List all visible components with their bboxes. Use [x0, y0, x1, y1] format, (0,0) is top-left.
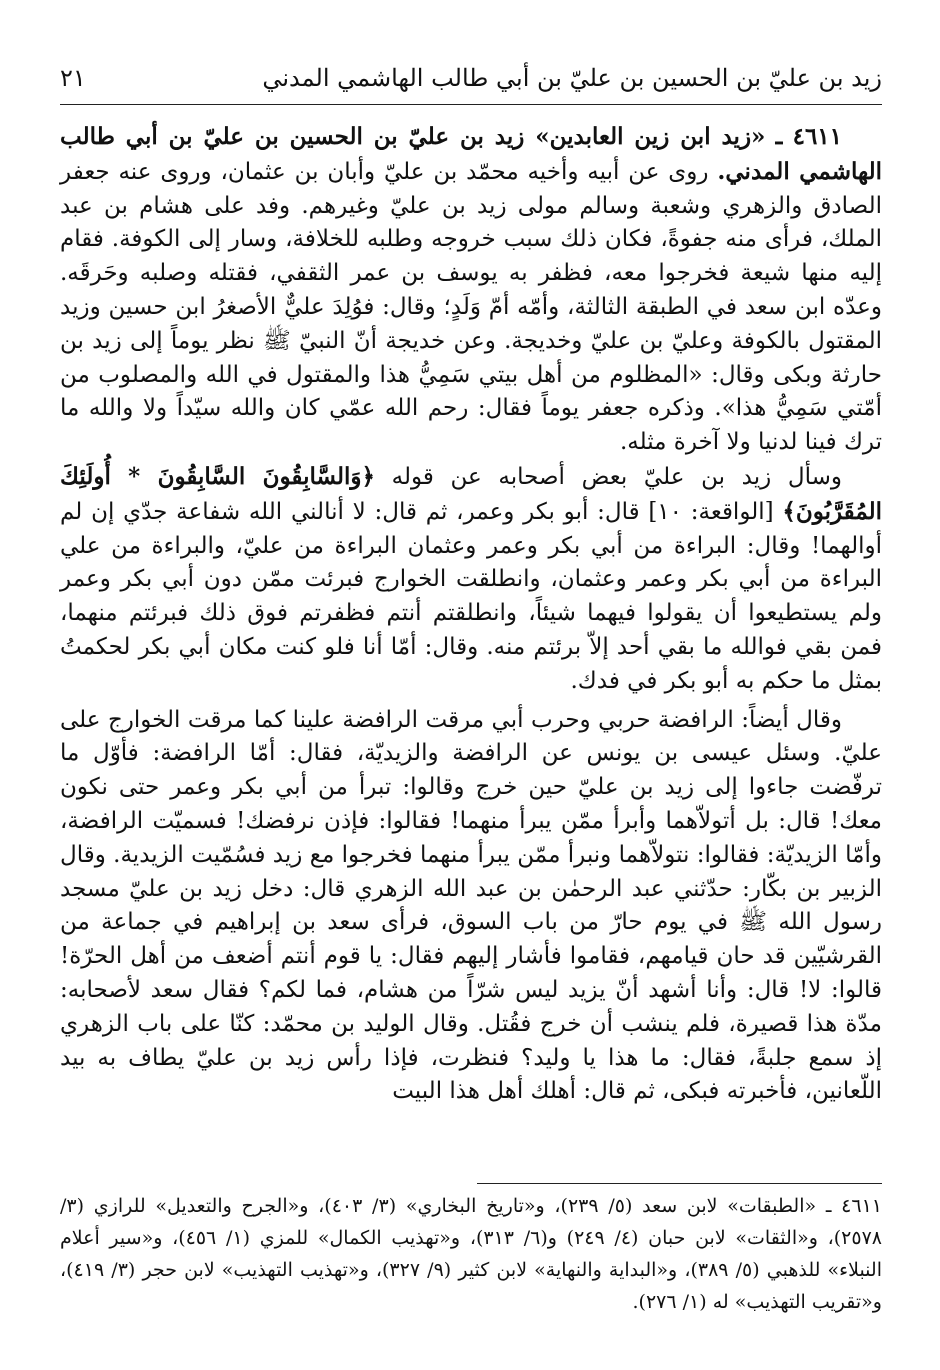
page-number: ٢١ — [60, 64, 86, 92]
entry-paragraph-2 — [60, 460, 882, 699]
footnotes — [60, 1190, 882, 1318]
entry-paragraph — [60, 120, 882, 460]
header-divider — [60, 104, 882, 105]
entry-number: ٤٦١١ — [792, 123, 843, 150]
quran-verse: ﴿وَالسَّابِقُونَ السَّابِقُونَ * أُولَئِكَ المُقَرَّبُونَ﴾ — [60, 462, 883, 525]
footnote-text: ٤٦١١ ـ «الطبقات» لابن سعد (٥/ ٢٣٩)، و«تاريخ البخاري» (٣/ ٤٠٣)، و«الجرح والتعديل» للرازي (٣/ ٢٥٧٨)، و«الثقات» لابن حبان (٤/ ٢٤٩) و(٦/ ٣١٣)، و«تهذيب الكمال» للمزي (١/ ٤٥٦)، و«سير أعلام النبلاء» للذهبي (٥/ ٣٨٩)، و«البداية والنهاية» لابن كثير (٩/ ٣٢٧)، و«تهذيب التهذيب» لابن حجر (٣/ ٤١٩)، و«تقريب التهذيب» له (١/ ٢٧٦). — [60, 1195, 882, 1313]
entry-text-2a: وسأل زيد بن عليّ بعض أصحابه عن قوله — [391, 463, 843, 490]
entry-heading: «زيد ابن زين العابدين» زيد بن عليّ بن الحسين بن عليّ بن أبي طالب الهاشمي المدني. — [60, 123, 882, 185]
entry-text-1: روى عن أبيه وأخيه محمّد بن عليّ وأبان بن عثمان، وروى عنه جعفر الصادق والزهري وشعبة وسالم مولى زيد بن عليّ وغيرهم. وفد على هشام بن عبد الملك، فرأى منه جفوةً، فكان ذلك سبب خروجه وطلبه للخلافة، وسار إلى الكوفة. فقام إليه منها شيعة فخرجوا معه، فظفر به يوسف بن عمر الثقفي، فقتله وصلبه وحَرقَه. وعدّه ابن سعد في الطبقة الثالثة، وأمّه أمّ وَلَدٍ؛ وقال: فوُلِدَ عليٌّ الأصغرُ ابن حسين وزيد المقتول بالكوفة وعليّ بن عليّ وخديجة. وعن خديجة أنّ النبيّ ﷺ نظر يوماً إلى زيد بن حارثة وبكى وقال: «المظلوم من أهل بيتي سَمِيُّ هذا والمقتول في الله والمصلوب من أمّتي سَمِيُّ هذا». وذكره جعفر يوماً فقال: رحم الله عمّي كان والله سيّداً ولا والله ما ترك فينا لدنيا ولا آخرة مثله. — [60, 158, 882, 456]
entry-paragraph-3 — [60, 704, 882, 1110]
entry-text-2b: [الواقعة: ١٠] قال: أبو بكر وعمر، ثم قال: لا أنالني الله شفاعة جدّي إن لم أوالهما! وقال: البراءة من أبي بكر وعمر وعثمان البراءة من عليّ، والبراءة من علي البراءة من أبي بكر وعمر وعثمان، وانطلقت الخوارج فبرئت ممّن دون أبي بكر وعمر ولم يستطيعوا أن يقولوا فيهما شيئاً، وانطلقتم أنتم فظفرتم فوق ذلك فبرئتم منهما، فمن بقي فوالله ما بقي أحد إلاّ برئتم منه. وقال: أمّا أنا فلو كنت مكان أبي بكر لحكمتُ بمثل ما حكم به أبو بكر في فدك. — [60, 498, 882, 694]
footnote-divider — [477, 1183, 882, 1184]
entry-separator: ـ — [775, 123, 783, 150]
running-title: زيد بن عليّ بن الحسين بن عليّ بن أبي طالب الهاشمي المدني — [262, 64, 882, 92]
entry-text-3: وقال أيضاً: الرافضة حربي وحرب أبي مرقت الرافضة علينا كما مرقت الخوارج على عليّ. وسئل عيسى بن يونس عن الرافضة والزيديّة، فقال: أمّا الرافضة: فأوّل ما ترفّضت جاءوا إلى زيد بن عليّ حين خرج وقالوا: تبرأ من أبي بكر وعمر حتى نكون معك! قال: بل أتولاّهما وأبرأ ممّن يبرأ منهما! فقالوا: فإذن نرفضك! فسميّت الرافضة، وأمّا الزيديّة: فقالوا: نتولاّهما ونبرأ ممّن يبرأ منهما فخرجوا مع زيد فسُمّيت الزيدية. وقال الزبير بن بكّار: حدّثني عبد الرحمٰن بن عبد الله الزهري قال: دخل زيد بن عليّ مسجد رسول الله ﷺ في يوم حارّ من باب السوق، فرأى سعد بن إبراهيم في جماعة من القرشيّين قد حان قيامهم، فقاموا فأشار إليهم فقال: يا قوم أنتم أضعف من أهل الحرّة! قالوا: لا! قال: وأنا أشهد أنّ يزيد ليس شرّاً من هشام، فما لكم؟ فقال سعد لأصحابه: مدّة هذا قصيرة، فلم ينشب أن خرج فقُتل. وقال الوليد بن محمّد: كنّا على باب الزهري إذ سمع جلبةً، فقال: ما هذا يا وليد؟ فنظرت، فإذا رأس زيد بن عليّ يطاف به بيد اللّعانين، فأخبرته فبكى، ثم قال: أهلك أهل هذا البيت — [60, 706, 883, 1105]
running-header — [60, 58, 882, 98]
main-text — [60, 120, 882, 1109]
